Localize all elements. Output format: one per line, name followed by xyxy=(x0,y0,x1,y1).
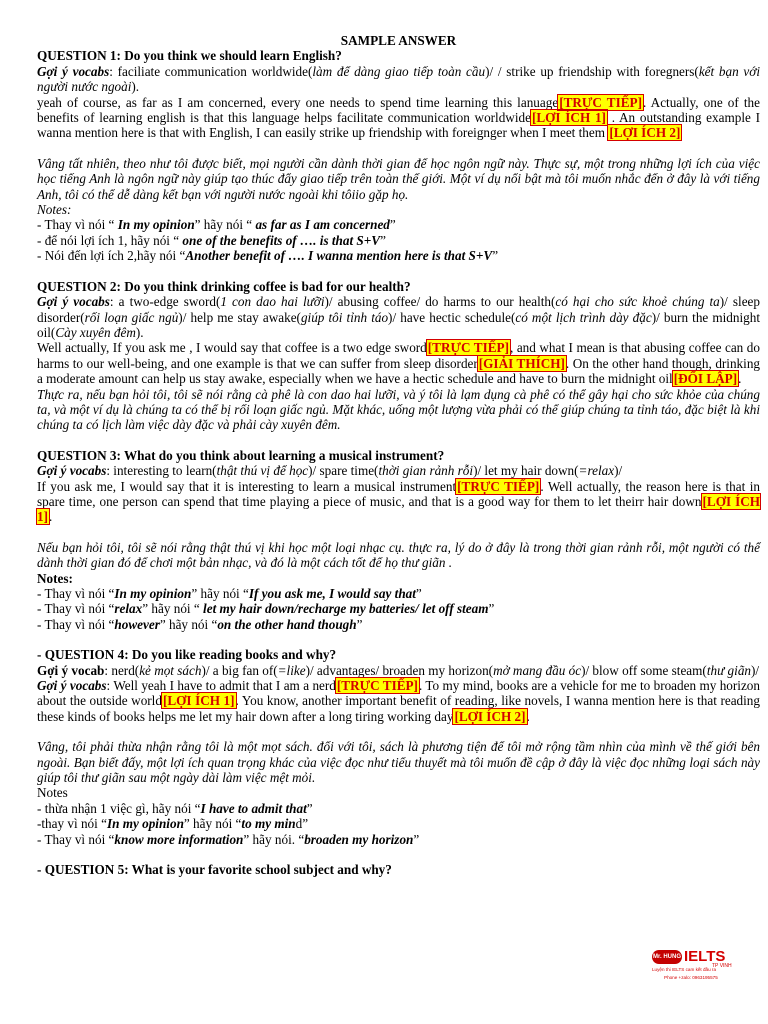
tag-truc-tiep: [TRỰC TIẾP] xyxy=(336,678,418,694)
q2-answer-text: , and what I mean is that abusing coffee can do harms to our well-being, and one example is that we can suffer from sleep disorder xyxy=(37,340,760,371)
q2-vocab-text: )/ help me stay awake( xyxy=(178,309,301,325)
q4-vocab-paragraph xyxy=(37,663,760,678)
note-text: ” hãy nói. “ xyxy=(243,831,305,847)
logo-badge: Mr. HUNG xyxy=(652,950,682,964)
note-text: - Thay vì nói “ xyxy=(37,217,118,233)
q2-answer-text: Well actually, If you ask me , I would say that coffee is a two edge sword xyxy=(37,340,427,356)
q1-notes-label: Notes: xyxy=(37,202,72,218)
note-phrase: know more information xyxy=(114,831,244,847)
note-phrase: as far as I am concerned xyxy=(255,217,390,233)
question-1-heading: QUESTION 1: Do you think we should learn English? xyxy=(37,48,342,64)
q4-vocab-text: : nerd( xyxy=(104,662,140,678)
note-phrase: let my hair down/recharge my batteries/ let off steam xyxy=(203,601,489,617)
q4-vocab-vi: mở mang đầu óc xyxy=(493,662,582,678)
tag-truc-tiep: [TRỰC TIẾP] xyxy=(559,94,642,110)
question-3-heading: QUESTION 3: What do you think about learning a musical instrument? xyxy=(37,447,445,463)
q4-answer-label: Gợi ý vocabs xyxy=(37,678,107,694)
q1-vocab-text: : faciliate communication worldwide( xyxy=(109,63,313,79)
q4-translation: Vâng, tôi phải thừa nhận rằng tôi là một mọt sách. đối với tôi, sách là phương tiện để tôi mở rộng tầm nhìn của mình về thế giới bên ngoài. Bạn biết đấy, một lợi ích quan trọng khác của việc đọc như tiểu thuyết mà tôi muốn đề cập ở đây là việc đọc những loại sách này giúp tôi thư giãn sau một ngày dài làm việc mệt mỏi. xyxy=(37,739,760,786)
q4-vocab-text: )/ a big fan of( xyxy=(201,662,278,678)
logo-phone: Phone +zalo: 0963195575 xyxy=(664,975,718,980)
question-2-heading: QUESTION 2: Do you think drinking coffee is bad for our health? xyxy=(37,278,411,294)
note-text: ” xyxy=(492,248,499,264)
q4-answer-paragraph xyxy=(37,678,760,724)
q2-answer-paragraph xyxy=(37,340,760,386)
q4-vocab-text: )/ xyxy=(751,662,760,678)
q3-note-1 xyxy=(37,586,760,601)
q4-vocab-text: )/ advantages/ broaden my horizon( xyxy=(305,662,494,678)
q3-answer-text: If you ask me, I would say that it is interesting to learn a musical instrument xyxy=(37,478,457,494)
note-phrase: I have to admit that xyxy=(200,800,307,816)
q2-vocab-vi: giúp tôi tỉnh táo xyxy=(300,309,389,325)
q1-answer-text: . An outstanding example I wanna mention here is that with English, I can easily strike up friendship with foreignger when I meet them xyxy=(37,110,760,141)
tag-loi-ich-1: [LỢI ÍCH 1] xyxy=(162,693,235,709)
q3-vocab-vi: thật thú vị để học xyxy=(216,463,309,479)
tag-truc-tiep: [TRỰC TIẾP] xyxy=(457,478,540,494)
note-text: - để nói lợi ích 1, hãy nói “ xyxy=(37,232,183,248)
note-phrase: In my opinion xyxy=(106,816,184,832)
q4-vocab-vi: =like xyxy=(277,662,306,678)
q3-answer-paragraph xyxy=(37,479,760,525)
note-text: - Thay vì nói “ xyxy=(37,601,115,617)
q1-answer-text: . Actually, one of the benefits of learning english is that this language helps facilitate communication worldwide xyxy=(37,94,760,126)
question-5-heading: - QUESTION 5: What is your favorite school subject and why? xyxy=(37,862,392,878)
note-phrase: broaden my horizon xyxy=(304,831,414,847)
q2-answer-text: . On the other hand though, drinking a moderate amount can help us stay awake, especially when we have a hectic schedule and have to burn the midnight oil xyxy=(37,355,761,387)
note-phrase: to my min xyxy=(241,816,296,832)
q3-vocab-label: Gợi ý vocabs xyxy=(37,463,107,479)
note-text: ” hãy nói “ xyxy=(194,217,256,233)
q1-vocab-vi: làm để dàng giao tiếp toàn cầu xyxy=(312,63,486,79)
note-text: ” xyxy=(488,601,495,617)
q3-vocab-text: )/ xyxy=(614,463,623,479)
note-text: ” xyxy=(389,217,396,233)
note-phrase: one of the benefits of …. is that S+V xyxy=(182,232,381,248)
q1-vocab-vi: kết bạn với người nước ngoài xyxy=(37,63,760,95)
q2-vocab-vi: có một lịch trình dày đặc xyxy=(515,309,652,325)
note-phrase: Another benefit of …. I wanna mention here is that S+V xyxy=(185,248,493,264)
q4-vocab-text: )/ blow off some steam( xyxy=(581,662,707,678)
q2-vocab-label: Gợi ý vocabs xyxy=(37,294,110,310)
q1-note-3 xyxy=(37,248,760,263)
tag-giai-thich: [GIẢI THÍCH] xyxy=(478,355,565,371)
tag-loi-ich-2: [LỢI ÍCH 2] xyxy=(609,125,681,141)
q2-vocab-vi: rối loạn giấc ngủ xyxy=(84,309,179,325)
q2-vocab-paragraph xyxy=(37,294,760,340)
q4-answer-text: . xyxy=(526,708,530,724)
q2-vocab-vi: có hại cho sức khoẻ chúng ta xyxy=(555,294,720,310)
note-text: ” xyxy=(380,232,386,248)
q2-vocab-text: )/ burn the midnight oil( xyxy=(37,309,761,340)
q2-vocab-text: )/ abusing coffee/ do harms to our health( xyxy=(324,294,556,310)
q2-vocab-text: )/ have hectic schedule( xyxy=(388,309,516,325)
q1-note-1 xyxy=(37,217,760,232)
note-phrase: If you ask me, I would say that xyxy=(248,586,416,601)
logo-brand: IELTS xyxy=(684,948,726,965)
note-text: ” xyxy=(415,586,422,601)
q4-answer-text: : Well yeah I have to admit that I am a nerd xyxy=(106,678,336,694)
note-text: ” xyxy=(356,616,363,632)
q3-vocab-text: : interesting to learn( xyxy=(106,463,217,479)
q3-note-2 xyxy=(37,601,760,616)
ielts-logo xyxy=(652,950,736,984)
q2-translation: Thực ra, nếu bạn hỏi tôi, tôi sẽ nói rằng cà phê là con dao hai lưỡi, và ý tôi là lạm dụng cà phê có thể gây hại cho sức khỏe của chúng ta, và một ví dụ là chúng ta có thể bị rối loạn giấc ngủ. Mặt khác, uống một lượng vừa phải có thể giúp chúng ta tỉnh táo, đặc biệt là khi chúng ta có lịch làm việc dày đặc và phải cày xuyên đêm. xyxy=(37,386,760,433)
note-phrase: In my opinion xyxy=(114,586,192,601)
q4-vocab-label: Gợi ý vocab xyxy=(37,662,105,678)
document-title: SAMPLE ANSWER xyxy=(340,33,457,48)
tag-truc-tiep: [TRỰC TIẾP] xyxy=(427,340,509,356)
note-text: -thay vì nói “ xyxy=(37,816,107,832)
q1-vocab-label: Gợi ý vocabs xyxy=(37,63,110,79)
q4-vocab-vi: thư giãn xyxy=(706,662,752,678)
q1-answer-paragraph xyxy=(37,95,760,141)
note-text: ” hãy nói “ xyxy=(183,816,242,832)
tag-loi-ich-2: [LỢI ÍCH 2] xyxy=(454,708,526,724)
q2-vocab-text: ). xyxy=(135,324,144,340)
q4-note-1 xyxy=(37,801,760,816)
q4-answer-text: . To my mind, books are a vehicle for me to broaden my horizon about the outside world xyxy=(37,678,760,709)
q3-vocab-paragraph xyxy=(37,463,760,478)
q1-answer-text: yeah of course, as far as I am concerned, every one needs to spend time learning this lanuage xyxy=(37,94,559,110)
q1-vocab-text: ). xyxy=(131,79,140,95)
note-text: - Nói đến lợi ích 2,hãy nói “ xyxy=(37,248,186,264)
tag-doi-lap: [ĐỐI LẬP] xyxy=(673,371,738,387)
q1-translation: Vâng tất nhiên, theo như tôi được biết, mọi người cần dành thời gian để học ngôn ngữ này. Thực sự, một trong những lợi ích của việc học tiếng Anh là ngôn ngữ này giúp tạo thúc đẩy giao tiếp trên toàn thế giới. Một ví dụ nổi bật mà tôi muốn nhắc đến ở đây là với tiếng Anh, tôi có thể dễ dàng kết bạn với người nước ngoài khi tôiio gặp họ. xyxy=(37,155,760,202)
logo-city: TP VINH xyxy=(712,963,732,969)
q3-notes-label: Notes: xyxy=(37,570,73,586)
note-text: ” hãy nói “ xyxy=(159,616,218,632)
q3-translation: Nếu bạn hỏi tôi, tôi sẽ nói rằng thật thú vị khi học một loại nhạc cụ. thực ra, lý do ở đây là trong thời gian rảnh rỗi, một người có thể dành thời gian đó để chơi một bản nhạc, và đó là một cách tốt để họ thư giãn . xyxy=(37,539,760,571)
note-text: ” xyxy=(413,831,420,847)
note-phrase: on the other hand though xyxy=(217,616,357,632)
q4-vocab-vi: kẻ mọt sách xyxy=(139,662,202,678)
note-phrase: relax xyxy=(114,601,143,617)
q2-vocab-vi: Cày xuyên đêm xyxy=(55,324,136,340)
note-text: ” hãy nói “ xyxy=(142,601,204,617)
q1-note-2 xyxy=(37,233,760,248)
q4-note-2 xyxy=(37,816,760,831)
q3-vocab-text: )/ spare time( xyxy=(308,463,379,479)
q3-vocab-text: )/ let my hair down( xyxy=(473,463,579,479)
q3-answer-text: . xyxy=(49,509,53,525)
q3-vocab-vi: =relax xyxy=(578,463,615,479)
q4-notes-label: Notes xyxy=(37,785,68,801)
note-text: d” xyxy=(295,816,309,832)
tag-loi-ich-1: [LỢI ÍCH 1] xyxy=(37,493,760,525)
logo-tagline: Luyện thi IELTS cam kết đầu ra xyxy=(652,967,717,972)
q2-answer-text: . xyxy=(738,371,742,387)
document-page xyxy=(37,33,760,878)
note-text: - Thay vì nói “ xyxy=(37,831,115,847)
note-text: - Thay vì nói “ xyxy=(37,616,115,632)
q1-vocab-text: )/ / strike up friendship with foregners( xyxy=(485,63,699,79)
q3-note-3 xyxy=(37,617,760,632)
q2-vocab-text: : a two-edge sword( xyxy=(109,294,221,310)
note-text: - thừa nhận 1 việc gì, hãy nói “ xyxy=(37,800,201,816)
note-text: - Thay vì nói “ xyxy=(37,586,115,601)
tag-loi-ich-1: [LỢI ÍCH 1] xyxy=(531,110,606,126)
note-phrase: In my opinion xyxy=(117,217,195,233)
q2-vocab-vi: 1 con dao hai lưỡi xyxy=(220,294,325,310)
q2-vocab-text: )/ sleep disorder( xyxy=(37,294,760,325)
q3-vocab-vi: thời gian rảnh rỗi xyxy=(378,463,474,479)
note-phrase: however xyxy=(114,616,160,632)
q1-vocab-paragraph xyxy=(37,64,760,95)
q3-answer-text: . Well actually, the reason here is that in spare time, one person can spend that time playing a piece of music, and that is a good way for them to let theirr hair down xyxy=(37,478,761,509)
note-text: ” xyxy=(306,800,313,816)
q4-answer-text: . You know, another important benefit of reading, like novels, I wanna mention here is that reading these kinds of books helps me let my hair down after a long tiring working day xyxy=(37,693,760,724)
question-4-heading: - QUESTION 4: Do you like reading books and why? xyxy=(37,647,337,663)
q4-note-3 xyxy=(37,832,760,847)
note-text: ” hãy nói “ xyxy=(191,586,249,601)
